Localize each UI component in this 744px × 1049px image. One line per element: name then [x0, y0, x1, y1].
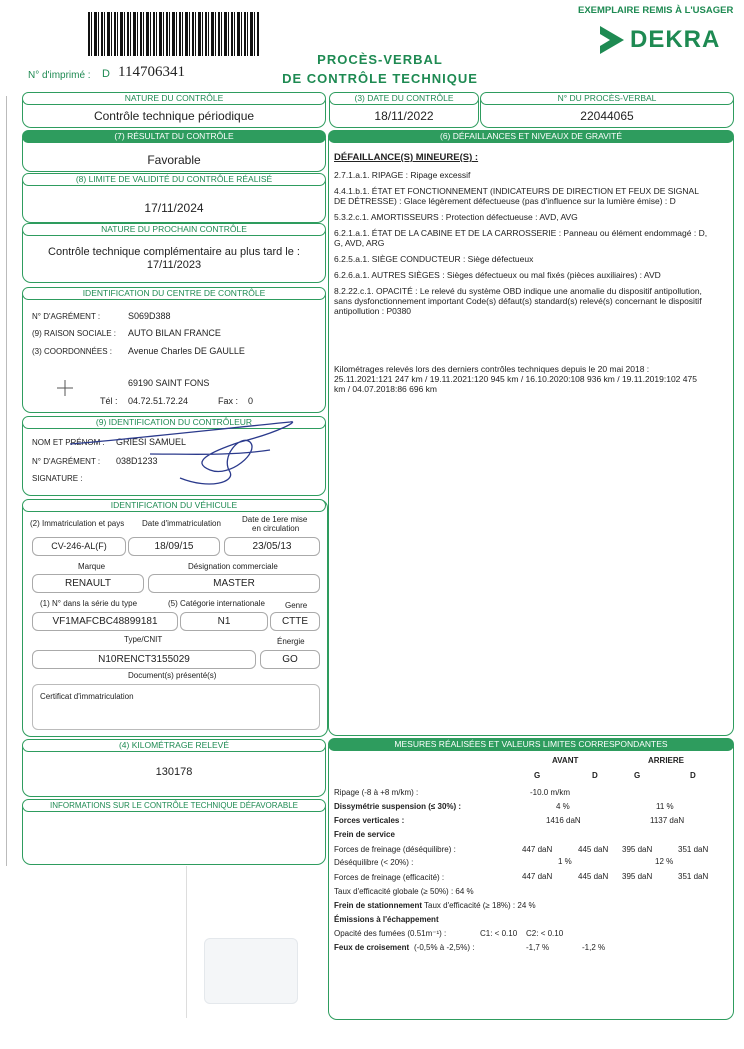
pv-number-header: N° DU PROCÈS-VERBAL — [480, 92, 734, 105]
vehicle-categorie-label: (5) Catégorie internationale — [168, 599, 265, 608]
controller-name-label: NOM ET PRÉNOM : — [32, 438, 105, 447]
copy-label: EXEMPLAIRE REMIS À L'USAGER — [578, 5, 734, 16]
opacite-value: C1: < 0.10 C2: < 0.10 — [480, 929, 564, 938]
vehicle-designation: MASTER — [148, 574, 320, 593]
controller-name: GRIESI SAMUEL — [116, 437, 187, 447]
mileage-header: (4) KILOMÉTRAGE RELEVÉ — [22, 739, 326, 752]
print-number-prefix: D — [102, 68, 110, 80]
centre-raison-label: (9) RAISON SOCIALE : — [32, 329, 117, 338]
next-date: 17/11/2023 — [146, 259, 202, 271]
arriere-g-label: G — [634, 771, 641, 780]
defect-item: 6.2.1.a.1. ÉTAT DE LA CABINE ET DE LA CARROSSERIE : Panneau ou élément endommagé : D, G, AVD, ARG — [334, 228, 708, 248]
controller-agrement-label: N° D'AGRÉMENT : — [32, 457, 101, 466]
info-header: INFORMATIONS SUR LE CONTRÔLE TECHNIQUE DÉFAVORABLE — [22, 799, 326, 812]
print-number: 114706341 — [118, 64, 185, 80]
fdes-ar-g: 395 daN — [622, 845, 653, 854]
title-line2: DE CONTRÔLE TECHNIQUE — [282, 71, 478, 86]
vehicle-designation-label: Désignation commerciale — [188, 562, 278, 571]
page-edge-line — [6, 96, 7, 866]
fdes-ar-d: 351 daN — [678, 845, 709, 854]
feux-label: Feux de croisement — [334, 943, 410, 952]
title-line1: PROCÈS-VERBAL — [317, 52, 443, 67]
centre-agrement: S069D388 — [128, 311, 171, 321]
dekra-logo — [600, 26, 624, 59]
centre-tel-label: Tél : — [100, 396, 118, 406]
taux-label: Taux d'efficacité globale (≥ 50%) : 64 % — [334, 887, 474, 896]
forces-v-label: Forces verticales : — [334, 816, 405, 825]
vehicle-marque-label: Marque — [78, 562, 106, 571]
feff-ar-g: 395 daN — [622, 872, 653, 881]
nature-header: NATURE DU CONTRÔLE — [22, 92, 326, 105]
vehicle-immat-label: (2) Immatriculation et pays — [30, 519, 125, 528]
validity-value: 17/11/2024 — [144, 201, 204, 215]
arriere-d-label: D — [690, 771, 696, 780]
centre-tel: 04.72.51.72.24 — [128, 396, 189, 406]
barcode — [88, 12, 260, 56]
arriere-label: ARRIERE — [648, 756, 685, 765]
opacite-label: Opacité des fumées (0.51m⁻¹) : — [334, 929, 447, 938]
feff-av-g: 447 daN — [522, 872, 553, 881]
defect-item: 8.2.22.c.1. OPACITÉ : Le relevé du système OBD indique une anomalie du dispositif antipollution, sans dysfonctionnement important Code(s) défaut(s) standard(s) relevé(s) concernant le dispositif antipollution : P0380 — [334, 286, 702, 316]
centre-city: 69190 SAINT FONS — [128, 378, 210, 388]
vehicle-energie: GO — [260, 650, 320, 669]
forces-v-av: 1416 daN — [546, 816, 581, 825]
centre-fax-label: Fax : — [218, 396, 239, 406]
dekra-arrow-icon — [600, 26, 624, 54]
stamp-placeholder — [204, 938, 298, 1004]
defects-section-title: DÉFAILLANCE(S) MINEURE(S) : — [334, 152, 479, 163]
frein-service-label: Frein de service — [334, 830, 395, 839]
vehicle-marque: RENAULT — [32, 574, 144, 593]
dissym-ar: 11 % — [656, 802, 674, 811]
vehicle-genre: CTTE — [270, 612, 320, 631]
result-value: Favorable — [147, 153, 201, 167]
vehicle-categorie: N1 — [180, 612, 268, 631]
nature-value: Contrôle technique périodique — [93, 109, 255, 123]
measures-header: MESURES RÉALISÉES ET VALEURS LIMITES CORRESPONDANTES — [328, 738, 734, 751]
next-value: Contrôle technique complémentaire au plus tard le : — [48, 246, 300, 258]
defect-item: 4.4.1.b.1. ÉTAT ET FONCTIONNEMENT (INDICATEURS DE DIRECTION ET FEUX DE SIGNAL DE DÉTRESSE) : Glace légèrement défectueuse (pas d'influence sur la lumière émise) : D — [334, 186, 699, 206]
avant-g-label: G — [534, 771, 541, 780]
vehicle-first-circ: 23/05/13 — [224, 537, 320, 556]
centre-raison: AUTO BILAN FRANCE — [128, 328, 221, 338]
vehicle-first-circ-label-2: en circulation — [252, 524, 300, 533]
dissym-label: Dissymétrie suspension (≤ 30%) : — [334, 802, 462, 811]
vehicle-serie: VF1MAFCBC48899181 — [32, 612, 178, 631]
vehicle-genre-label: Genre — [285, 601, 308, 610]
vehicle-documents-label: Document(s) présenté(s) — [128, 671, 217, 680]
vehicle-documents-box — [32, 684, 320, 730]
forces-v-ar: 1137 daN — [650, 816, 685, 825]
stationnement-taux: Taux d'efficacité (≥ 18%) : 24 % — [424, 901, 536, 910]
centre-header: IDENTIFICATION DU CENTRE DE CONTRÔLE — [22, 287, 326, 300]
feff-label: Forces de freinage (efficacité) : — [334, 873, 445, 882]
dissym-av: 4 % — [556, 802, 570, 811]
ripage-label: Ripage (-8 à +8 m/km) : — [334, 788, 419, 797]
fdes-av-d: 445 daN — [578, 845, 609, 854]
result-header: (7) RÉSULTAT DU CONTRÔLE — [22, 130, 326, 143]
defect-item: 5.3.2.c.1. AMORTISSEURS : Protection défectueuse : AVD, AVG — [334, 212, 578, 222]
vehicle-immat: CV-246-AL(F) — [32, 537, 126, 556]
print-number-label: N° d'imprimé : — [28, 70, 91, 81]
feux-value-1: -1,7 % — [526, 943, 550, 952]
feux-value-2: -1,2 % — [582, 943, 606, 952]
emissions-label: Émissions à l'échappement — [334, 915, 439, 924]
vehicle-header: IDENTIFICATION DU VÉHICULE — [22, 499, 326, 512]
ripage-value: -10.0 m/km — [530, 788, 571, 797]
centre-fax: 0 — [248, 396, 254, 406]
vehicle-document: Certificat d'immatriculation — [40, 692, 134, 701]
deseq-label: Déséquilibre (< 20%) : — [334, 858, 414, 867]
vehicle-type-label: Type/CNIT — [124, 635, 163, 644]
signature-scribble — [60, 412, 320, 497]
fdes-av-g: 447 daN — [522, 845, 553, 854]
next-header: NATURE DU PROCHAIN CONTRÔLE — [22, 223, 326, 236]
pv-number-value: 22044065 — [580, 109, 634, 123]
mileage-value: 130178 — [155, 766, 193, 778]
feux-range: (-0,5% à -2,5%) : — [414, 943, 475, 952]
date-header: (3) DATE DU CONTRÔLE — [329, 92, 479, 105]
defects-list — [334, 170, 712, 322]
brand-name: DEKRA — [630, 26, 721, 53]
vehicle-immat-date: 18/09/15 — [128, 537, 220, 556]
date-value: 18/11/2022 — [374, 109, 434, 123]
km-history: Kilométrages relevés lors des derniers contrôles techniques depuis le 20 mai 2018 : 25.11.2021:121 247 km / 19.11.2021:120 945 km / 16.10.2020:108 936 km / 19.11.2019:102 475 km / 04.07.2018:86 696 km — [334, 364, 697, 394]
vehicle-type: N10RENCT3155029 — [32, 650, 256, 669]
centre-coord-label: (3) COORDONNÉES : — [32, 347, 113, 356]
defect-item: 2.7.1.a.1. RIPAGE : Ripage excessif — [334, 170, 471, 180]
controller-signature-label: SIGNATURE : — [32, 474, 83, 483]
defect-item: 6.2.6.a.1. AUTRES SIÈGES : Sièges défectueux ou mal fixés (pièces auxiliaires) : AVD — [334, 270, 661, 280]
defects-header: (6) DÉFAILLANCES ET NIVEAUX DE GRAVITÉ — [328, 130, 734, 143]
centre-agrement-label: N° D'AGRÉMENT : — [32, 312, 101, 321]
controller-header: (9) IDENTIFICATION DU CONTRÔLEUR — [22, 416, 326, 429]
centre-address: Avenue Charles DE GAULLE — [128, 346, 245, 356]
fdes-label: Forces de freinage (déséquilibre) : — [334, 845, 456, 854]
feff-av-d: 445 daN — [578, 872, 609, 881]
defect-item: 6.2.5.a.1. SIÈGE CONDUCTEUR : Siège défectueux — [334, 254, 534, 264]
vehicle-serie-label: (1) N° dans la série du type — [40, 599, 138, 608]
vehicle-energie-label: Énergie — [277, 637, 305, 646]
controller-agrement: 038D1233 — [116, 456, 158, 466]
avant-label: AVANT — [552, 756, 579, 765]
deseq-ar: 12 % — [655, 857, 674, 866]
feff-ar-d: 351 daN — [678, 872, 709, 881]
stationnement-label: Frein de stationnement — [334, 901, 423, 910]
validity-header: (8) LIMITE DE VALIDITÉ DU CONTRÔLE RÉALISÉ — [22, 173, 326, 186]
vehicle-immat-date-label: Date d'immatriculation — [142, 519, 221, 528]
deseq-av: 1 % — [558, 857, 572, 866]
vehicle-first-circ-label-1: Date de 1ere mise — [242, 515, 308, 524]
avant-d-label: D — [592, 771, 598, 780]
crosshair-icon — [55, 378, 75, 403]
